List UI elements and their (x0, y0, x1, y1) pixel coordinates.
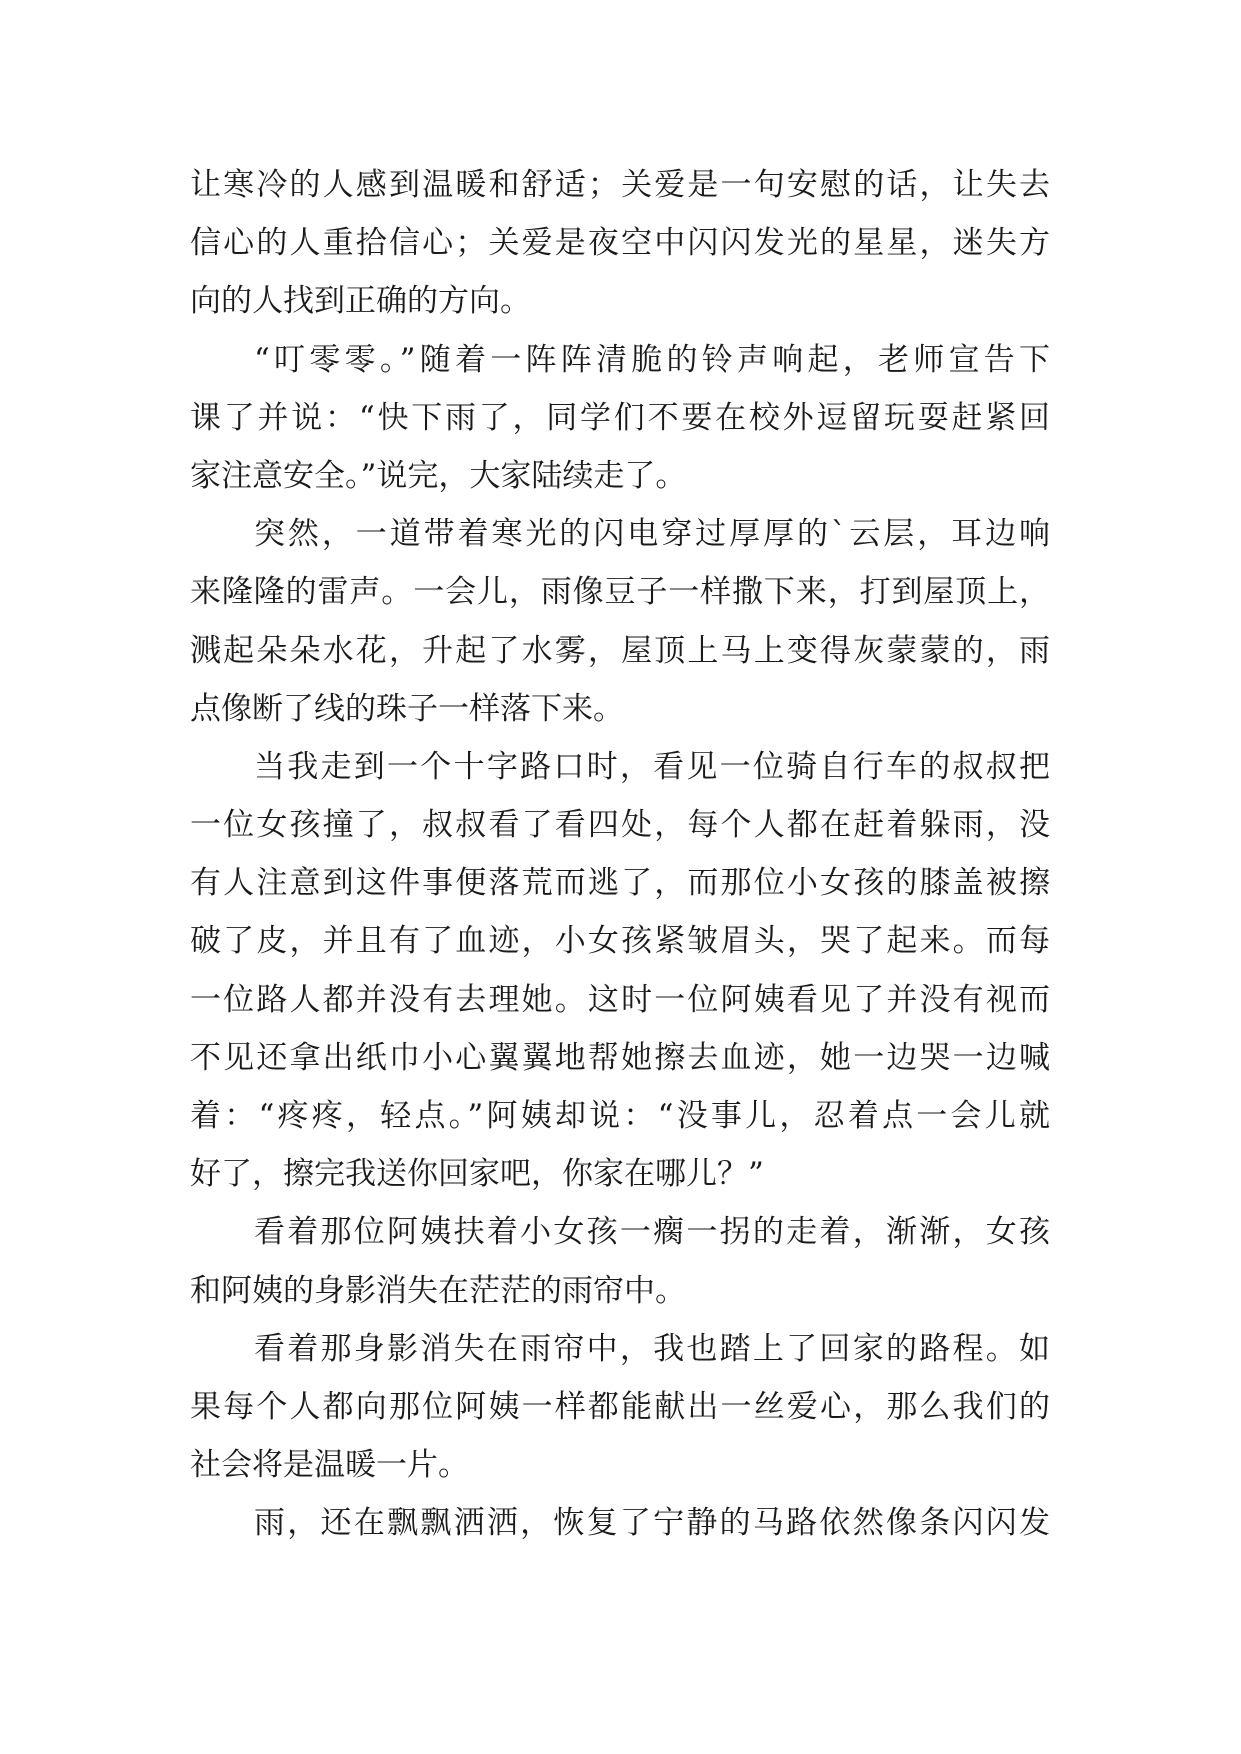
text-line: 有人注意到这件事便落荒而逃了，而那位小女孩的膝盖被擦 (190, 865, 1050, 902)
text-line: 着：“疼疼，轻点。”阿姨却说：“没事儿，忍着点一会儿就 (190, 1098, 1050, 1134)
text-line: “叮零零。”随着一阵阵清脆的铃声响起，老师宣告下 (254, 341, 1050, 378)
paragraph (190, 505, 1050, 738)
paragraph (190, 738, 1050, 1204)
text-line: 一位女孩撞了，叔叔看了看四处，每个人都在赶着躲雨，没 (190, 807, 1050, 844)
paragraph (190, 1494, 1050, 1552)
text-line: 看着那位阿姨扶着小女孩一瘸一拐的走着，渐渐，女孩 (254, 1214, 1050, 1251)
text-line: 看着那身影消失在雨帘中，我也踏上了回家的路程。如 (254, 1330, 1050, 1367)
paragraph (190, 1203, 1050, 1319)
text-line: 溅起朵朵水花，升起了水雾，屋顶上马上变得灰蒙蒙的，雨 (190, 632, 1050, 669)
text-line: 家注意安全。”说完，大家陆续走了。 (190, 457, 687, 494)
paragraph (190, 156, 1050, 331)
text-line: 点像断了线的珠子一样落下来。 (190, 690, 624, 727)
paragraph (190, 331, 1050, 506)
text-line: 好了，擦完我送你回家吧，你家在哪儿？” (190, 1156, 764, 1193)
text-line: 让寒冷的人感到温暖和舒适；关爱是一句安慰的话，让失去 (190, 167, 1050, 203)
paragraph (190, 1320, 1050, 1495)
text-line: 当我走到一个十字路口时，看见一位骑自行车的叔叔把 (254, 748, 1050, 785)
text-line: 信心的人重拾信心；关爱是夜空中闪闪发光的星星，迷失方 (190, 225, 1050, 262)
text-line: 来隆隆的雷声。一会儿，雨像豆子一样撒下来，打到屋顶上， (190, 574, 1050, 611)
text-line: 突然，一道带着寒光的闪电穿过厚厚的`云层，耳边响 (254, 516, 1050, 553)
text-line: 雨，还在飘飘洒洒，恢复了宁静的马路依然像条闪闪发 (254, 1505, 1050, 1542)
text-line: 向的人找到正确的方向。 (190, 283, 531, 320)
text-line: 课了并说：“快下雨了，同学们不要在校外逗留玩耍赶紧回 (190, 399, 1050, 436)
text-line: 社会将是温暖一片。 (190, 1447, 469, 1484)
text-line: 果每个人都向那位阿姨一样都能献出一丝爱心，那么我们的 (190, 1388, 1050, 1425)
text-line: 不见还拿出纸巾小心翼翼地帮她擦去血迹，她一边哭一边喊 (190, 1039, 1050, 1076)
text-line: 一位路人都并没有去理她。这时一位阿姨看见了并没有视而 (190, 981, 1050, 1018)
essay-text (190, 156, 1050, 1553)
text-line: 和阿姨的身影消失在茫茫的雨帘中。 (190, 1272, 686, 1309)
text-line: 破了皮，并且有了血迹，小女孩紧皱眉头，哭了起来。而每 (190, 923, 1050, 960)
